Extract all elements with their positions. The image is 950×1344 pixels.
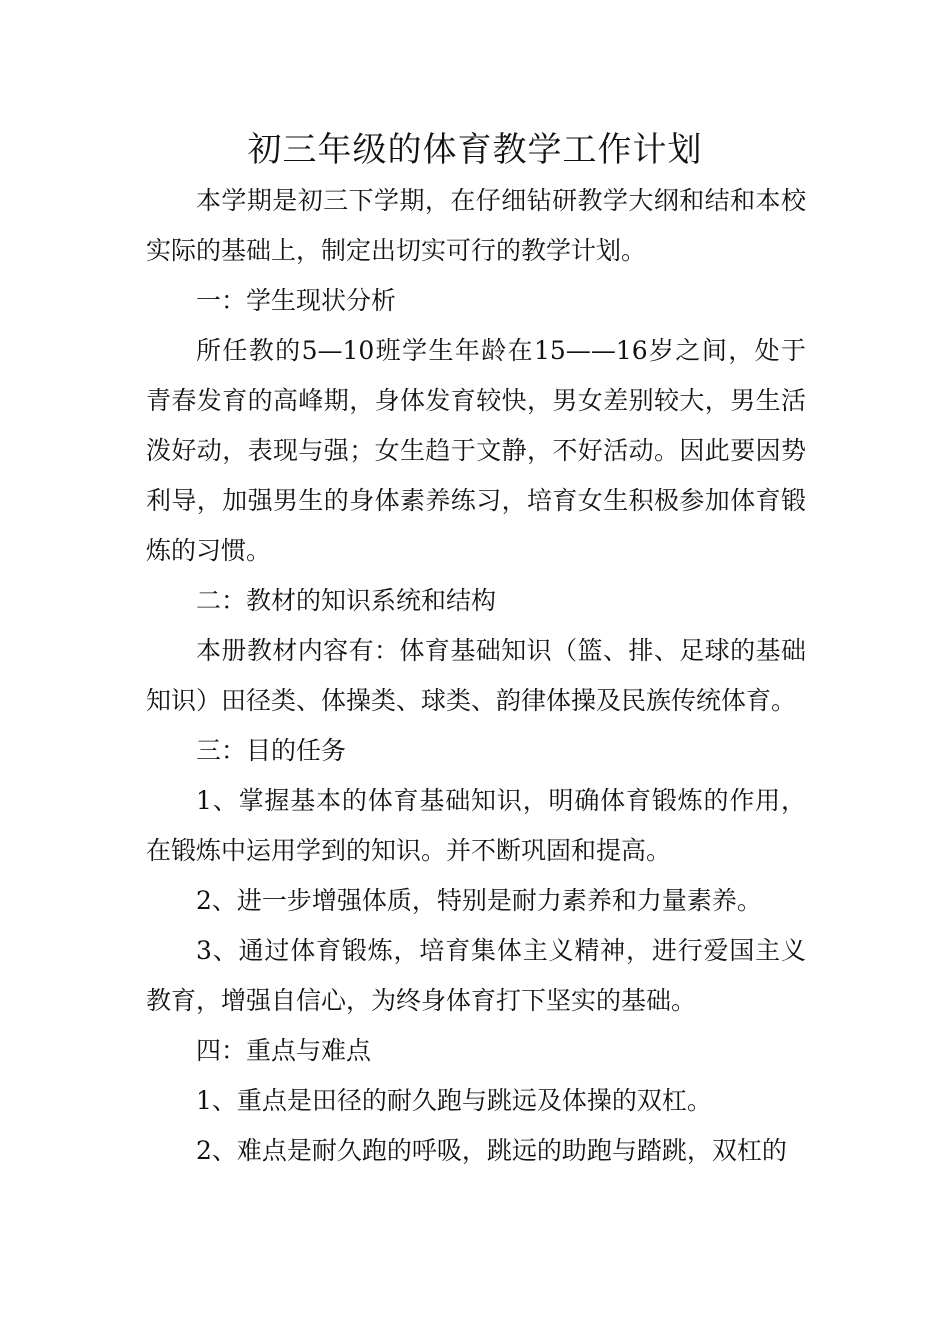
intro-paragraph: 本学期是初三下学期，在仔细钻研教学大纲和结和本校实际的基础上，制定出切实可行的教学计划。 xyxy=(146,186,806,265)
section-4-item-2: 2、难点是耐久跑的呼吸，跳远的助跑与踏跳，双杠的 xyxy=(196,1136,787,1165)
document-body xyxy=(146,176,806,1176)
section-3-item-3: 3、通过体育锻炼，培育集体主义精神，进行爱国主义教育，增强自信心，为终身体育打下坚实的基础。 xyxy=(146,936,806,1015)
section-3-item-1: 1、掌握基本的体育基础知识，明确体育锻炼的作用，在锻炼中运用学到的知识。并不断巩固和提高。 xyxy=(146,786,806,865)
section-heading-2: 二：教材的知识系统和结构 xyxy=(196,586,497,615)
section-heading-4: 四：重点与难点 xyxy=(196,1036,372,1065)
section-4-item-1: 1、重点是田径的耐久跑与跳远及体操的双杠。 xyxy=(196,1086,712,1115)
section-heading-3: 三：目的任务 xyxy=(196,736,347,765)
section-3-item-2: 2、进一步增强体质，特别是耐力素养和力量素养。 xyxy=(196,886,762,915)
section-1-paragraph: 所任教的5—10班学生年龄在15——16岁之间，处于青春发育的高峰期，身体发育较快，男女差别较大，男生活泼好动，表现与强；女生趋于文静，不好活动。因此要因势利导，加强男生的身体素养练习，培育女生积极参加体育锻炼的习惯。 xyxy=(146,336,806,565)
document-title: 初三年级的体育教学工作计划 xyxy=(247,130,703,170)
section-2-paragraph: 本册教材内容有：体育基础知识（篮、排、足球的基础知识）田径类、体操类、球类、韵律体操及民族传统体育。 xyxy=(146,636,806,715)
section-heading-1: 一：学生现状分析 xyxy=(196,286,397,315)
